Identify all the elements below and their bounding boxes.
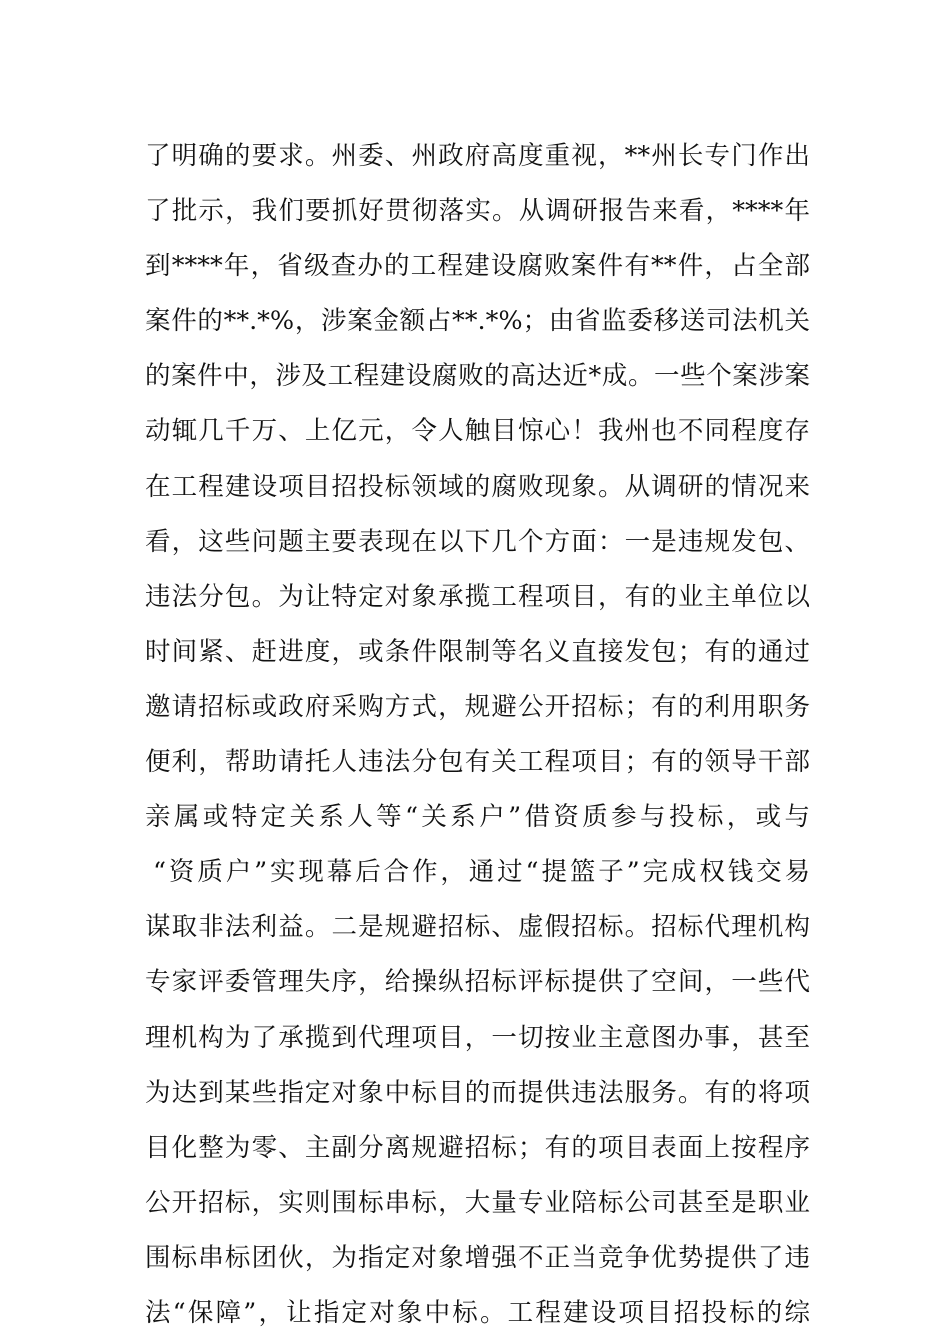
text-line: 专家评委管理失序，给操纵招标评标提供了空间，一些代 [145, 967, 810, 998]
text-line: 动辄几千万、上亿元，令人触目惊心！我州也不同程度存 [145, 416, 810, 447]
text-line: 公开招标，实则围标串标，大量专业陪标公司甚至是职业 [145, 1187, 810, 1218]
text-line: “资质户”实现幕后合作，通过“提篮子”完成权钱交易 [153, 857, 810, 888]
text-line: 邀请招标或政府采购方式，规避公开招标；有的利用职务 [145, 691, 810, 722]
text-line: 围标串标团伙，为指定对象增强不正当竞争优势提供了违 [145, 1242, 810, 1273]
text-line: 看，这些问题主要表现在以下几个方面：一是违规发包、 [145, 526, 810, 557]
text-line: 为达到某些指定对象中标目的而提供违法服务。有的将项 [145, 1077, 810, 1108]
text-line: 目化整为零、主副分离规避招标；有的项目表面上按程序 [145, 1132, 810, 1163]
text-line: 谋取非法利益。二是规避招标、虚假招标。招标代理机构 [145, 912, 810, 943]
text-line: 便利，帮助请托人违法分包有关工程项目；有的领导干部 [145, 747, 810, 778]
text-line: 亲属或特定关系人等“关系户”借资质参与投标，或与 [145, 802, 810, 833]
body-paragraph [145, 129, 810, 1341]
text-line: 案件的**.*%，涉案金额占**.*%；由省监委移送司法机关 [145, 306, 810, 337]
text-line: 在工程建设项目招投标领域的腐败现象。从调研的情况来 [145, 471, 810, 502]
text-line: 到****年，省级查办的工程建设腐败案件有**件，占全部 [145, 251, 810, 282]
text-line: 了批示，我们要抓好贯彻落实。从调研报告来看，****年 [145, 196, 810, 227]
text-line: 的案件中，涉及工程建设腐败的高达近*成。一些个案涉案 [145, 361, 810, 392]
text-line: 了明确的要求。州委、州政府高度重视，**州长专门作出 [145, 141, 810, 171]
text-line: 违法分包。为让特定对象承揽工程项目，有的业主单位以 [145, 581, 810, 612]
text-line: 法“保障”，让指定对象中标。工程建设项目招投标的综 [145, 1297, 810, 1328]
text-line: 时间紧、赶进度，或条件限制等名义直接发包；有的通过 [145, 636, 810, 667]
text-line: 理机构为了承揽到代理项目，一切按业主意图办事，甚至 [145, 1022, 810, 1053]
